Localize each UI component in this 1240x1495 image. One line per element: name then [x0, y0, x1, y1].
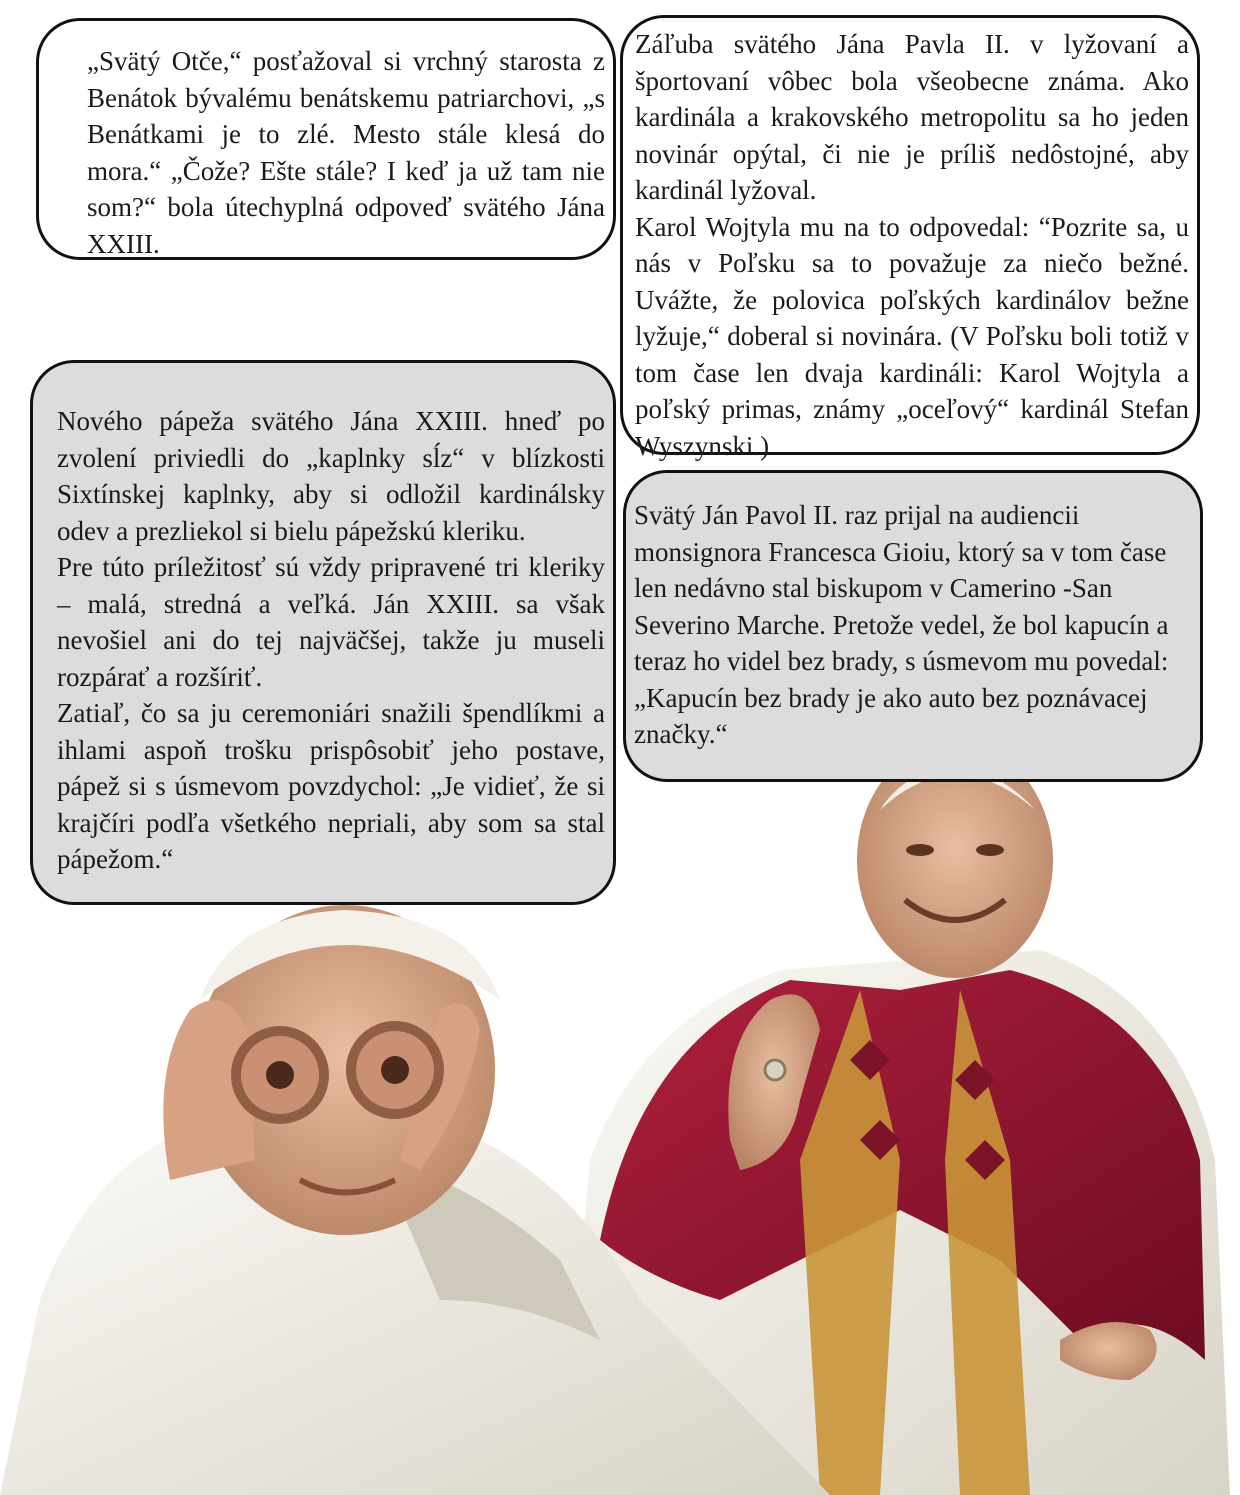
bubble-paragraph: Zatiaľ, čo sa ju ceremoniári snažili špendlíkmi a ihlami aspoň trošku prispôsobiť jeho postave, pápež si s úsmevom povzdychol: „Je vidieť, že si krajčíri podľa všetkého nepriali, aby som sa stal pápežom.“ — [57, 698, 605, 874]
bubble-paragraph: Pre túto príležitosť sú vždy pripravené tri kleriky – malá, stredná a veľká. Ján XXIII. sa však nevošiel ani do tej najväčšej, takže ju museli rozpárať a rozšíriť. — [57, 552, 605, 692]
bubble-paragraph: Nového pápeža svätého Jána XXIII. hneď po zvolení priviedli do „kaplnky sĺz“ v blízkosti Sixtínskej kaplnky, aby si odložil kardinálsky odev a prezliekol si bielu pápežskú kleriku. — [57, 406, 605, 546]
popes-illustration — [0, 740, 1240, 1495]
speech-bubble-venice-anecdote — [36, 18, 616, 260]
speech-bubble-skiing-anecdote — [620, 15, 1200, 461]
bubble-paragraph: Záľuba svätého Jána Pavla II. v lyžovaní a športovaní vôbec bola všeobecne známa. Ako kardinála a krakovského metropolitu sa ho jeden novinár opýtal, či nie je príliš nedôstojné, aby kardinál lyžoval. — [635, 29, 1189, 205]
bubble-paragraph: „Svätý Otče,“ posťažoval si vrchný starosta z Benátok bývalému benátskemu patriarchovi, „s Benátkami je to zlé. Mesto stále klesá do mora.“ „Čože? Ešte stále? I keď ja už tam nie som?“ bola útechyplná odpoveď svätého Jána XXIII. — [87, 46, 605, 259]
bubble-paragraph: Svätý Ján Pavol II. raz prijal na audiencii monsignora Francesca Gioiu, ktorý sa v tom čase len nedávno stal biskupom v Camerino -San Severino Marche. Pretože vedel, že bol kapucín a teraz ho videl bez brady, s úsmevom mu povedal: „Kapucín bez brady je ako auto bez poznávacej značky.“ — [634, 500, 1169, 749]
speech-bubble-capuchin-anecdote — [623, 470, 1203, 782]
bubble-paragraph: Karol Wojtyla mu na to odpovedal: “Pozrite sa, u nás v Poľsku sa to považuje za niečo bežné. Uvážte, že polovica poľských kardinálov bežne lyžuje,“ doberal si novinára. (V Poľsku boli totiž v tom čase len dvaja kardináli: Karol Wojtyla a poľský primas, známy „oceľový“ kardinál Stefan Wyszynski.) — [635, 211, 1189, 461]
